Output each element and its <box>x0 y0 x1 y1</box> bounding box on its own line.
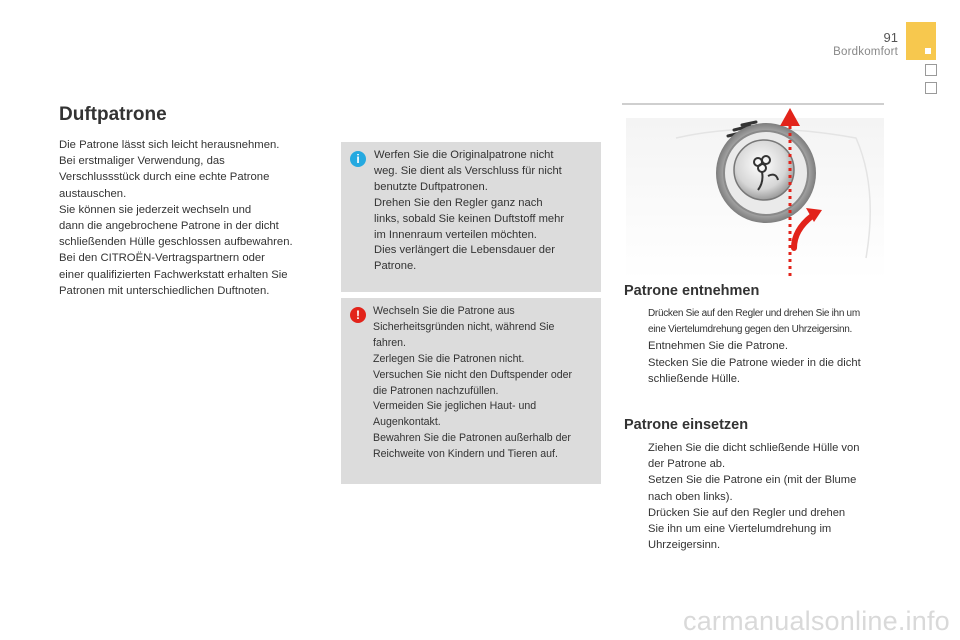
intro-line: dann die angebrochene Patrone in der dicht <box>59 220 279 233</box>
remove-steps-list <box>624 306 894 387</box>
warning-box <box>341 298 601 484</box>
step-line: schließende Hülle. <box>648 372 741 385</box>
warning-line: Zerlegen Sie die Patronen nicht. <box>373 352 525 365</box>
info-box <box>341 142 601 292</box>
intro-line: Patronen mit unterschiedlichen Duftnoten. <box>59 284 270 297</box>
chapter-tab <box>906 22 936 60</box>
section-heading-remove: Patrone entnehmen <box>624 283 760 299</box>
step-line: eine Viertelumdrehung gegen den Uhrzeigersinn. <box>648 324 852 336</box>
step-item <box>624 338 894 354</box>
step-item <box>624 306 894 338</box>
info-line: Drehen Sie den Regler ganz nach <box>374 196 543 209</box>
info-icon: i <box>350 151 366 167</box>
warning-line: Reichweite von Kindern und Tieren auf. <box>373 448 558 461</box>
step-item <box>624 472 894 504</box>
watermark: carmanualsonline.info <box>683 606 950 636</box>
intro-line: Verschlussstück durch eine echte Patrone <box>59 171 270 184</box>
info-line: benutzte Duftpatronen. <box>374 180 488 193</box>
insert-steps-list <box>624 440 894 553</box>
step-line: Ziehen Sie die dicht schließende Hülle von <box>648 442 860 454</box>
step-line: Drücken Sie auf den Regler und drehen <box>648 506 846 519</box>
warning-line: Augenkontakt. <box>373 416 441 429</box>
info-text <box>374 148 599 275</box>
nav-square-icon[interactable] <box>925 64 937 76</box>
step-item <box>624 355 894 387</box>
intro-paragraph <box>59 137 321 299</box>
intro-line: Bei erstmaliger Verwendung, das <box>59 155 225 168</box>
warning-text <box>373 304 599 463</box>
nav-square-icon[interactable] <box>925 82 937 94</box>
intro-line: Sie können sie jederzeit wechseln und <box>59 203 252 216</box>
tab-marker-icon <box>925 48 931 54</box>
step-line: nach oben links). <box>648 490 733 503</box>
step-line: Stecken Sie die Patrone wieder in die dicht <box>648 356 861 369</box>
warning-line: Wechseln Sie die Patrone aus <box>373 305 515 317</box>
step-item <box>624 505 894 554</box>
warning-line: die Patronen nachzufüllen. <box>373 384 499 397</box>
warning-line: Bewahren Sie die Patronen außerhalb der <box>373 432 571 445</box>
fragrance-dial-illustration <box>616 98 888 282</box>
warning-line: fahren. <box>373 336 406 349</box>
dial-knob <box>734 140 794 200</box>
warning-line: Versuchen Sie nicht den Duftspender oder <box>373 368 573 381</box>
step-line: Sie ihn um eine Viertelumdrehung im <box>648 523 832 536</box>
step-line: Setzen Sie die Patrone ein (mit der Blume <box>648 474 857 487</box>
section-heading-insert: Patrone einsetzen <box>624 417 749 433</box>
info-line: im Innenraum verteilen möchten. <box>374 228 537 241</box>
warning-icon: ! <box>350 307 366 323</box>
intro-line: Die Patrone lässt sich leicht herausnehmen. <box>59 139 280 151</box>
section-title: Bordkomfort <box>833 46 898 58</box>
intro-line: Bei den CITROËN-Vertragspartnern oder <box>59 252 265 265</box>
info-line: links, sobald Sie keinen Duftstoff mehr <box>374 212 565 225</box>
page-number: 91 <box>883 30 898 45</box>
info-line: Werfen Sie die Originalpatrone nicht <box>374 149 554 161</box>
info-line: Patrone. <box>374 260 417 273</box>
warning-line: Vermeiden Sie jeglichen Haut- und <box>373 400 537 413</box>
step-line: der Patrone ab. <box>648 458 726 471</box>
warning-line: Sicherheitsgründen nicht, während Sie <box>373 320 555 333</box>
intro-line: schließenden Hülle geschlossen aufbewahren. <box>59 236 293 249</box>
page-title: Duftpatrone <box>59 104 167 125</box>
step-item <box>624 440 894 472</box>
intro-line: einer qualifizierten Fachwerkstatt erhalten Sie <box>59 268 288 281</box>
step-line: Drücken Sie auf den Regler und drehen Sie ihn um <box>648 308 860 319</box>
info-line: Dies verlängert die Lebensdauer der <box>374 244 555 257</box>
step-line: Entnehmen Sie die Patrone. <box>648 340 788 353</box>
info-line: weg. Sie dient als Verschluss für nicht <box>374 164 562 177</box>
intro-line: austauschen. <box>59 187 127 200</box>
step-line: Uhrzeigersinn. <box>648 539 721 552</box>
